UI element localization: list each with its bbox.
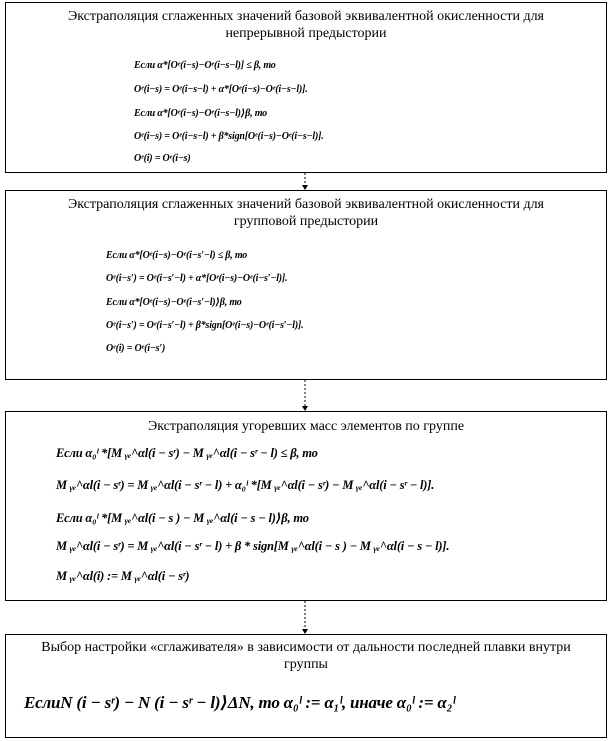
block-1-formula-5: Oᵉ(i) = Oᵉ(i−s) (134, 153, 191, 164)
block-3-formula-2: M ᵧₑ^αl(i − sʳ) = M ᵧₑ^αl(i − sʳ − l) + α₀ˡ *[M ᵧₑ^αl(i − sʳ) − M ᵧₑ^αl(i − sʳ − l)]. (56, 478, 435, 492)
block-2-formula-5: Oᵉ(i) = Oᵉ(i−s′) (106, 343, 166, 354)
block-1-title: Экстраполяция сглаженных значений базовой эквивалентной окисленности для непрерывной предыстории (67, 9, 544, 41)
block-3-formula-5: M ᵧₑ^αl(i) := M ᵧₑ^αl(i − sʳ) (56, 569, 190, 583)
block-3-formula-1: Если α₀ˡ *[M ᵧₑ^αl(i − sʳ) − M ᵧₑ^αl(i − sʳ − l) ≤ β, то (56, 446, 318, 460)
block-2-formula-4: Oᵉ(i−s′) = Oᵉ(i−s′−l) + β*sign[Oᵉ(i−s)−Oᵉ(i−s′−l)]. (106, 320, 304, 331)
block-4-title: Выбор настройки «сглаживателя» в зависимости от дальности последней плавки внутри группы (41, 640, 571, 672)
block-group-history (5, 190, 607, 380)
block-2-title: Экстраполяция сглаженных значений базовой эквивалентной окисленности для групповой предыстории (67, 197, 544, 229)
block-3-formula-3: Если α₀ˡ *[M ᵧₑ^αl(i − s ) − M ᵧₑ^αl(i − s − l)⟩β, то (56, 511, 309, 525)
block-burnt-masses (5, 411, 607, 601)
block-2-formula-3: Если α*[Oᵉ(i−s)−Oᵉ(i−s′−l)⟩β, то (106, 297, 242, 308)
block-2-formula-2: Oᵉ(i−s′) = Oᵉ(i−s′−l) + α*[Oᵉ(i−s)−Oᵉ(i−s′−l)]. (106, 273, 288, 284)
block-smoother-setting (5, 634, 607, 738)
block-1-formula-3: Если α*[Oᵉ(i−s)−Oᵉ(i−s−l)⟩β, то (134, 108, 267, 119)
block-1-formula-2: Oᵉ(i−s) = Oᵉ(i−s−l) + α*[Oᵉ(i−s)−Oᵉ(i−s−l)]. (134, 84, 308, 95)
block-3-title: Экстраполяция угоревших масс элементов по группе (147, 419, 465, 434)
block-1-formula-4: Oᵉ(i−s) = Oᵉ(i−s−l) + β*sign[Oᵉ(i−s)−Oᵉ(i−s−l)]. (134, 131, 324, 142)
block-2-formula-1: Если α*[Oᵉ(i−s)−Oᵉ(i−s′−l) ≤ β, то (106, 250, 248, 261)
block-continuous-history (5, 2, 607, 173)
block-1-formula-1: Если α*[Oᵉ(i−s)−Oᵉ(i−s−l)] ≤ β, то (134, 60, 276, 71)
block-3-formula-4: M ᵧₑ^αl(i − sʳ) = M ᵧₑ^αl(i − sʳ − l) + β * sign[M ᵧₑ^αl(i − s ) − M ᵧₑ^αl(i − s − l)]. (56, 539, 450, 553)
block-4-formula-1: ЕслиN (i − sʳ) − N (i − sʳ − l)⟩ΔN, то α₀ˡ := α₁ˡ, иначе α₀ˡ := α₂ˡ (24, 693, 456, 712)
